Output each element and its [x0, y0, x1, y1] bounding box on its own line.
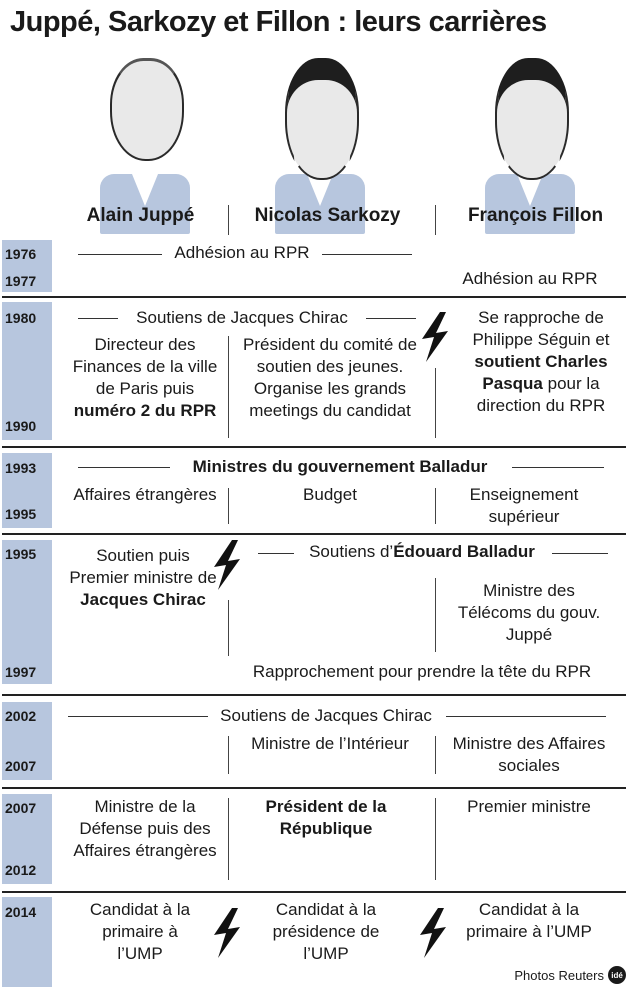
name-fillon: François Fillon	[467, 205, 604, 226]
row-divider	[2, 694, 626, 696]
year-label: 1990	[5, 418, 37, 434]
column-separator	[435, 368, 436, 438]
sarkozy-text: Candidat à la présidence de l’UMP	[272, 900, 380, 963]
year-label: 1995	[5, 546, 37, 562]
juppe-text: Affaires étrangères	[73, 485, 217, 504]
sarkozy-text: Budget	[303, 485, 357, 504]
column-separator	[435, 736, 436, 774]
span-text: Soutiens de Jacques Chirac	[136, 308, 348, 327]
column-separator	[435, 205, 436, 235]
year-label: 1993	[5, 460, 37, 476]
span-line	[552, 553, 608, 554]
span-line	[78, 254, 162, 255]
page-title: Juppé, Sarkozy et Fillon : leurs carrières	[10, 6, 547, 38]
span-line	[258, 553, 294, 554]
row-divider	[2, 891, 626, 893]
name-sarkozy: Nicolas Sarkozy	[254, 205, 401, 226]
span-text: Ministres du gouvernement Balladur	[192, 457, 488, 476]
span-line	[78, 467, 170, 468]
column-separator	[228, 488, 229, 524]
year-label: 2014	[5, 904, 37, 920]
bottom-text: Rapprochement pour prendre la tête du RPR	[252, 662, 592, 681]
span-line	[322, 254, 412, 255]
photo-credit: Photos Reuters idé	[514, 966, 626, 984]
name-juppe: Alain Juppé	[86, 205, 195, 226]
column-separator	[435, 578, 436, 652]
row-divider	[2, 787, 626, 789]
column-separator	[228, 736, 229, 774]
fillon-text: Candidat à la primaire à l’UMP	[466, 900, 592, 941]
column-separator	[228, 336, 229, 438]
span-text: Adhésion au RPR	[174, 243, 310, 262]
juppe-text: Ministre de la Défense puis des Affaires étrangères	[73, 797, 217, 860]
column-separator	[228, 205, 229, 235]
column-separator	[228, 600, 229, 656]
conflict-bolt-icon	[210, 540, 244, 590]
fillon-text: Ministre des Affaires sociales	[452, 734, 606, 775]
span-line	[366, 318, 416, 319]
sarkozy-text: Président de la République	[265, 797, 387, 838]
year-label: 1977	[5, 273, 37, 289]
juppe-text: Candidat à la primaire à l’UMP	[89, 900, 191, 963]
fillon-text: Ministre des Télécoms du gouv. Juppé	[457, 581, 601, 644]
sarkozy-text: Ministre de l’Intérieur	[251, 734, 409, 753]
year-label: 2012	[5, 862, 37, 878]
fillon-text: Enseignement supérieur	[469, 485, 579, 526]
row-divider	[2, 296, 626, 298]
sarkozy-text: Président du comité de soutien des jeunes. Organise les grands meetings du candidat	[243, 335, 417, 420]
fillon-text: Adhésion au RPR	[462, 269, 598, 288]
row-divider	[2, 533, 626, 535]
column-separator	[228, 798, 229, 880]
span-line	[446, 716, 606, 717]
conflict-bolt-icon	[418, 312, 452, 362]
juppe-text: Directeur des Finances de la ville de Paris puis numéro 2 du RPR	[72, 335, 218, 420]
span-line	[512, 467, 604, 468]
year-label: 1976	[5, 246, 37, 262]
ide-logo-icon: idé	[608, 966, 626, 984]
row-divider	[2, 446, 626, 448]
year-label: 2007	[5, 758, 37, 774]
juppe-text: Soutien puis Premier ministre de Jacques Chirac	[69, 546, 217, 609]
conflict-bolt-icon	[416, 908, 450, 958]
year-label: 1997	[5, 664, 37, 680]
span-line	[68, 716, 208, 717]
year-label: 2007	[5, 800, 37, 816]
column-separator	[435, 488, 436, 524]
conflict-bolt-icon	[210, 908, 244, 958]
fillon-text: Se rapproche de Philippe Séguin et soutient Charles Pasqua pour la direction du RPR	[472, 308, 610, 415]
fillon-text: Premier ministre	[467, 797, 591, 816]
span-text: Soutiens d’Édouard Balladur	[309, 542, 535, 561]
year-label: 1980	[5, 310, 37, 326]
span-text: Soutiens de Jacques Chirac	[220, 706, 432, 725]
span-line	[78, 318, 118, 319]
year-label: 1995	[5, 506, 37, 522]
column-separator	[435, 798, 436, 880]
year-label: 2002	[5, 708, 37, 724]
